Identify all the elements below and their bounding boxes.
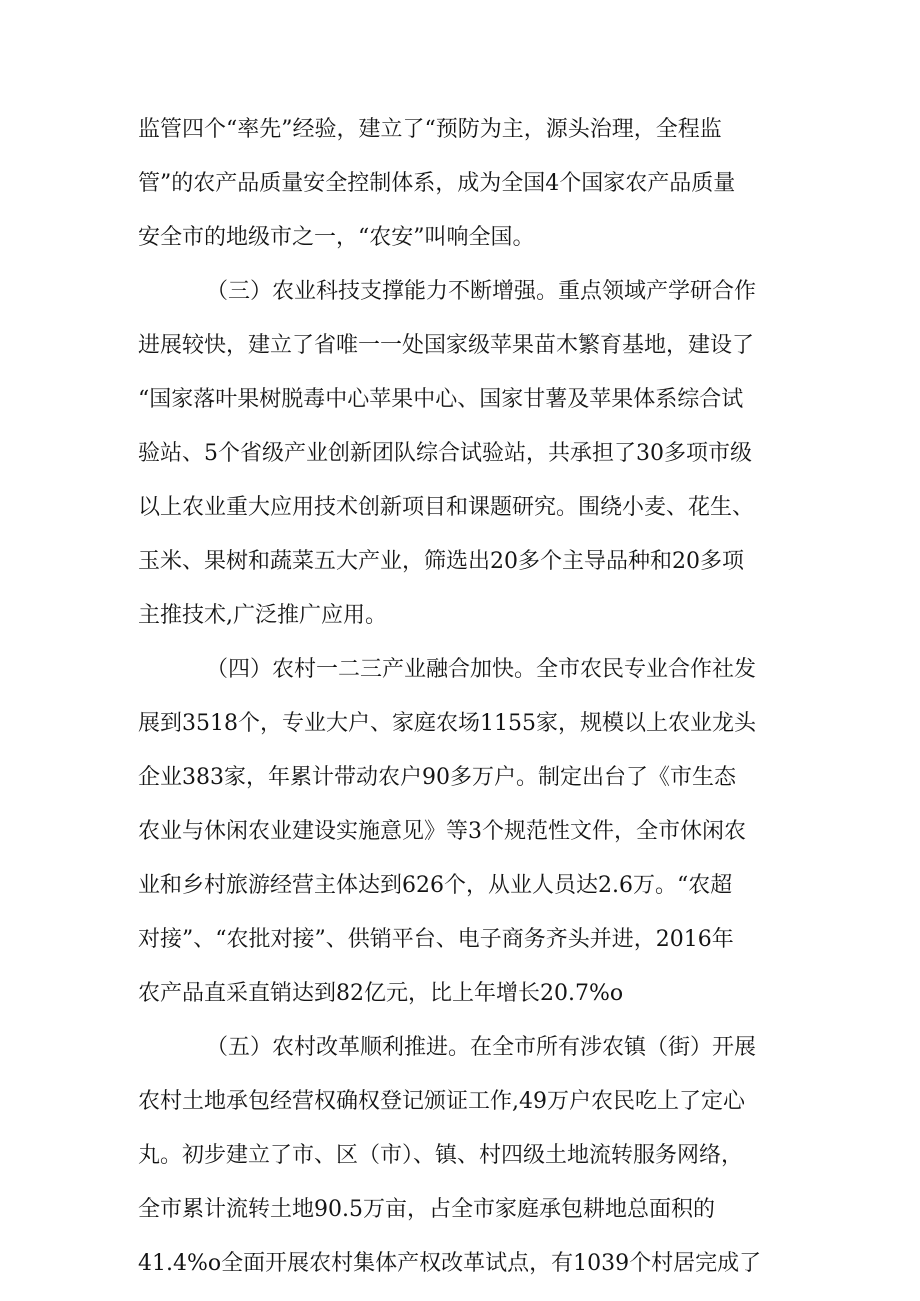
text-line: 对接”、“农批对接”、供销平台、电子商务齐头并进，2016年 [138, 927, 734, 952]
text-line: 丸。初步建立了市、区（市）、镇、村四级土地流转服务网络， [138, 1143, 744, 1168]
text-line: 全市累计流转土地90.5万亩，占全市家庭承包耕地总面积的 [138, 1197, 715, 1222]
body-text [138, 103, 788, 1291]
text-line: （三）农业科技支撑能力不断增强。重点领域产学研合作 [206, 279, 757, 304]
text-line: 进展较快，建立了省唯一一处国家级苹果苗木繁育基地，建设了 [138, 333, 755, 358]
text-line: 企业383家，年累计带动农户90多万户。制定出台了《市生态 [138, 765, 736, 790]
paragraph-5-rural-reform [138, 1021, 788, 1291]
text-line: “国家落叶果树脱毒中心苹果中心、国家甘薯及苹果体系综合试 [138, 387, 744, 412]
paragraph-4-rural-industry [138, 643, 788, 1021]
paragraph-food-safety-continued [138, 103, 788, 265]
text-line: 玉米、果树和蔬菜五大产业，筛选出20多个主导品种和20多项 [138, 549, 744, 574]
text-line: （五）农村改革顺利推进。在全市所有涉农镇（街）开展 [206, 1035, 757, 1060]
text-line: 农业与休闲农业建设实施意见》等3个规范性文件，全市休闲农 [138, 819, 746, 844]
text-line: 展到3518个，专业大户、家庭农场1155家，规模以上农业龙头 [138, 711, 756, 736]
paragraph-3-agri-tech [138, 265, 788, 643]
text-line: 安全市的地级市之一，“农安”叫响全国。 [138, 225, 535, 250]
text-line: 41.4%o全面开展农村集体产权改革试点，有1039个村居完成了 [138, 1251, 762, 1276]
text-line: 管”的农产品质量安全控制体系，成为全国4个国家农产品质量 [138, 171, 736, 196]
text-line: 监管四个“率先”经验，建立了“预防为主，源头治理，全程监 [138, 117, 722, 142]
text-line: （四）农村一二三产业融合加快。全市农民专业合作社发 [206, 657, 757, 682]
text-line: 农产品直采直销达到82亿元，比上年增长20.7%o [138, 981, 624, 1006]
text-line: 主推技术,广泛推广应用。 [138, 603, 387, 628]
text-line: 业和乡村旅游经营主体达到626个，从业人员达2.6万。“农超 [138, 873, 733, 898]
text-line: 以上农业重大应用技术创新项目和课题研究。围绕小麦、花生、 [138, 495, 755, 520]
text-line: 验站、5个省级产业创新团队综合试验站，共承担了30多项市级 [138, 441, 752, 466]
text-line: 农村土地承包经营权确权登记颁证工作,49万户农民吃上了定心 [138, 1089, 745, 1114]
